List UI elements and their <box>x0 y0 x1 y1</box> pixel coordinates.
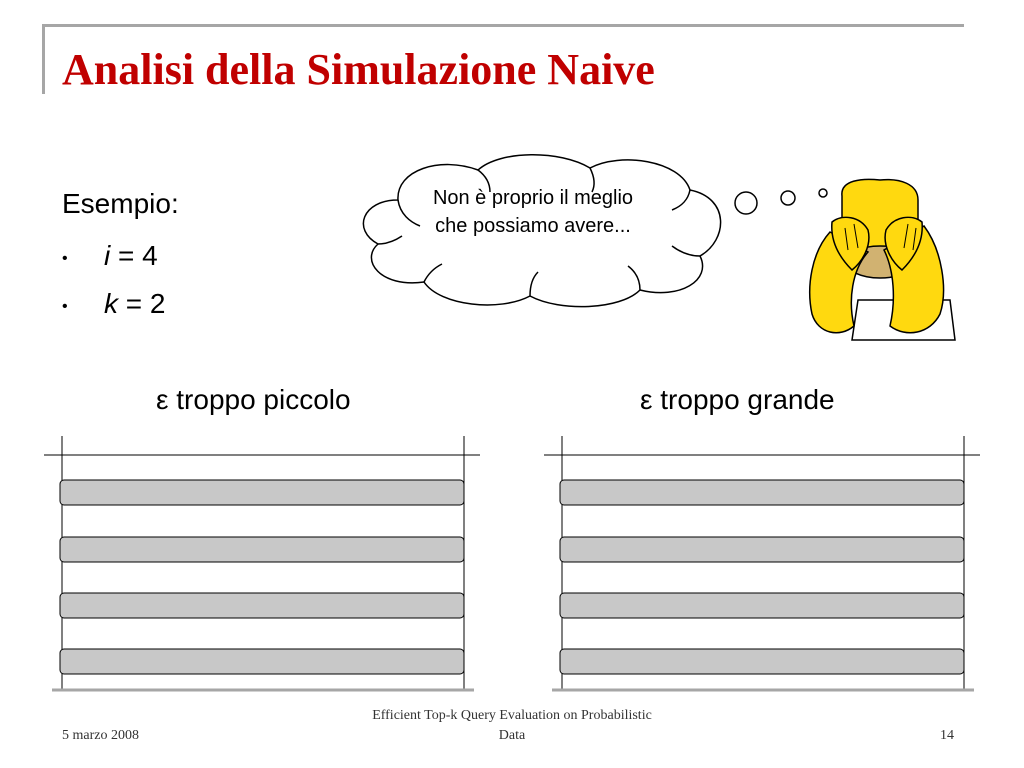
example-heading: Esempio: <box>62 188 179 219</box>
thought-text: Non è proprio il meglio che possiamo avere... <box>432 187 634 237</box>
character-facepalm-icon <box>810 179 955 340</box>
footer-title: Efficient Top-k Query Evaluation on Probabilistic Data <box>372 708 652 743</box>
right-diagram <box>544 436 980 690</box>
bullet-text: i = 4 <box>104 240 158 271</box>
bullet-dot-icon: • <box>62 298 68 315</box>
left-diagram <box>44 436 480 690</box>
slide-title: Analisi della Simulazione Naive <box>62 45 655 94</box>
bullet-dot-icon: • <box>62 250 68 267</box>
section-label-right: ε troppo grande <box>640 384 835 415</box>
bullet-text: k = 2 <box>104 288 166 319</box>
page-number: 14 <box>940 728 954 743</box>
footer-date: 5 marzo 2008 <box>62 728 139 743</box>
section-label-left: ε troppo piccolo <box>156 384 351 415</box>
